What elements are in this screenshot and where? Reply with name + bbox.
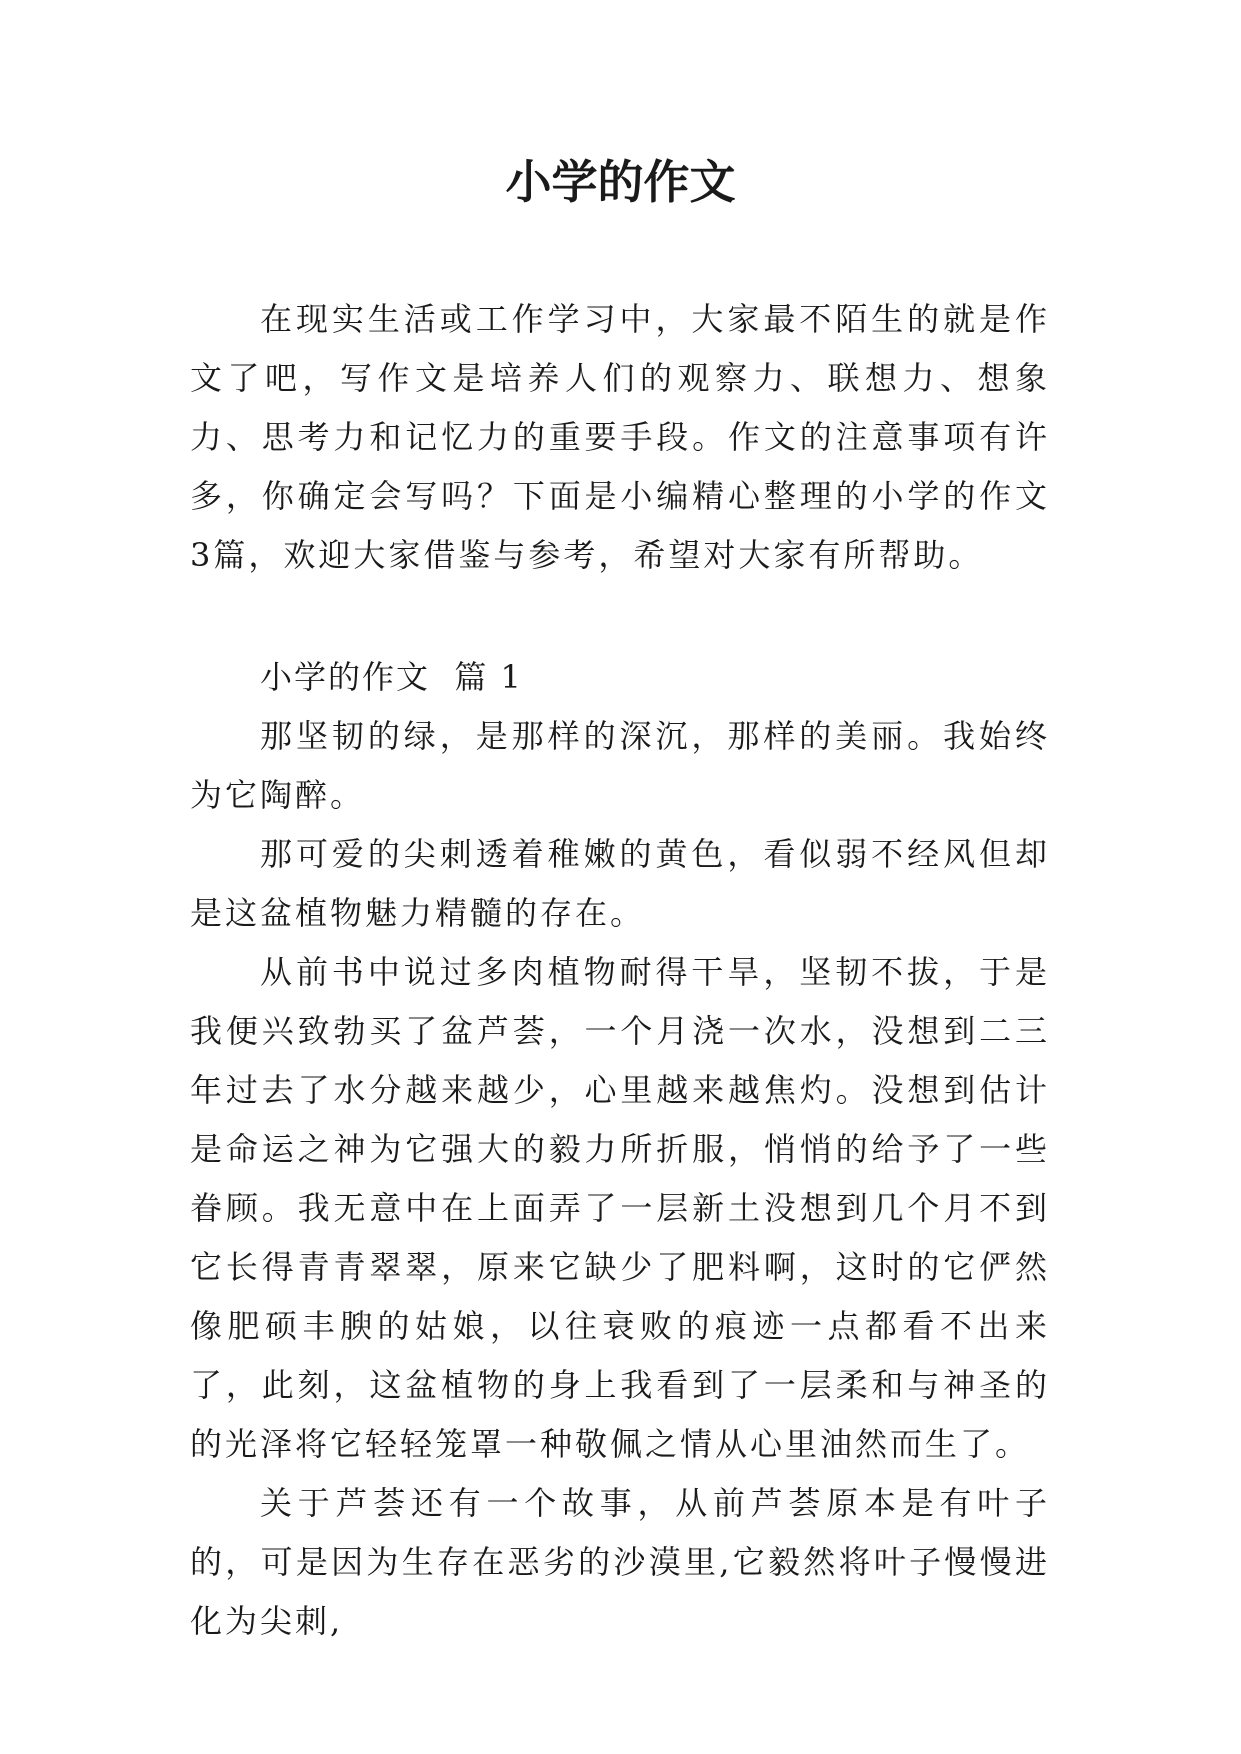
intro-section	[190, 290, 1050, 585]
document-title: 小学的作文	[505, 155, 736, 209]
article-paragraph: 那坚韧的绿，是那样的深沉，那样的美丽。我始终为它陶醉。	[190, 717, 1050, 814]
article-section	[190, 648, 1050, 1651]
article-paragraph: 那可爱的尖刺透着稚嫩的黄色，看似弱不经风但却是这盆植物魅力精髓的存在。	[190, 835, 1050, 932]
intro-paragraph: 在现实生活或工作学习中，大家最不陌生的就是作文了吧，写作文是培养人们的观察力、联想力、想象力、思考力和记忆力的重要手段。作文的注意事项有许多，你确定会写吗？下面是小编精心整理的小学的作文3篇，欢迎大家借鉴与参考，希望对大家有所帮助。	[190, 300, 1050, 574]
article-paragraph: 关于芦荟还有一个故事，从前芦荟原本是有叶子的，可是因为生存在恶劣的沙漠里,它毅然将叶子慢慢进化为尖刺,	[190, 1484, 1050, 1640]
article-paragraph: 从前书中说过多肉植物耐得干旱，坚韧不拔，于是我便兴致勃买了盆芦荟，一个月浇一次水，没想到二三年过去了水分越来越少，心里越来越焦灼。没想到估计是命运之神为它强大的毅力所折服，悄悄的给予了一些眷顾。我无意中在上面弄了一层新土没想到几个月不到它长得青青翠翠，原来它缺少了肥料啊，这时的它俨然像肥硕丰腴的姑娘，以往衰败的痕迹一点都看不出来了，此刻，这盆植物的身上我看到了一层柔和与神圣的的光泽将它轻轻笼罩一种敬佩之情从心里油然而生了。	[190, 953, 1050, 1463]
document-body	[190, 290, 1050, 1651]
article-heading: 小学的作文 篇 1	[260, 658, 523, 696]
